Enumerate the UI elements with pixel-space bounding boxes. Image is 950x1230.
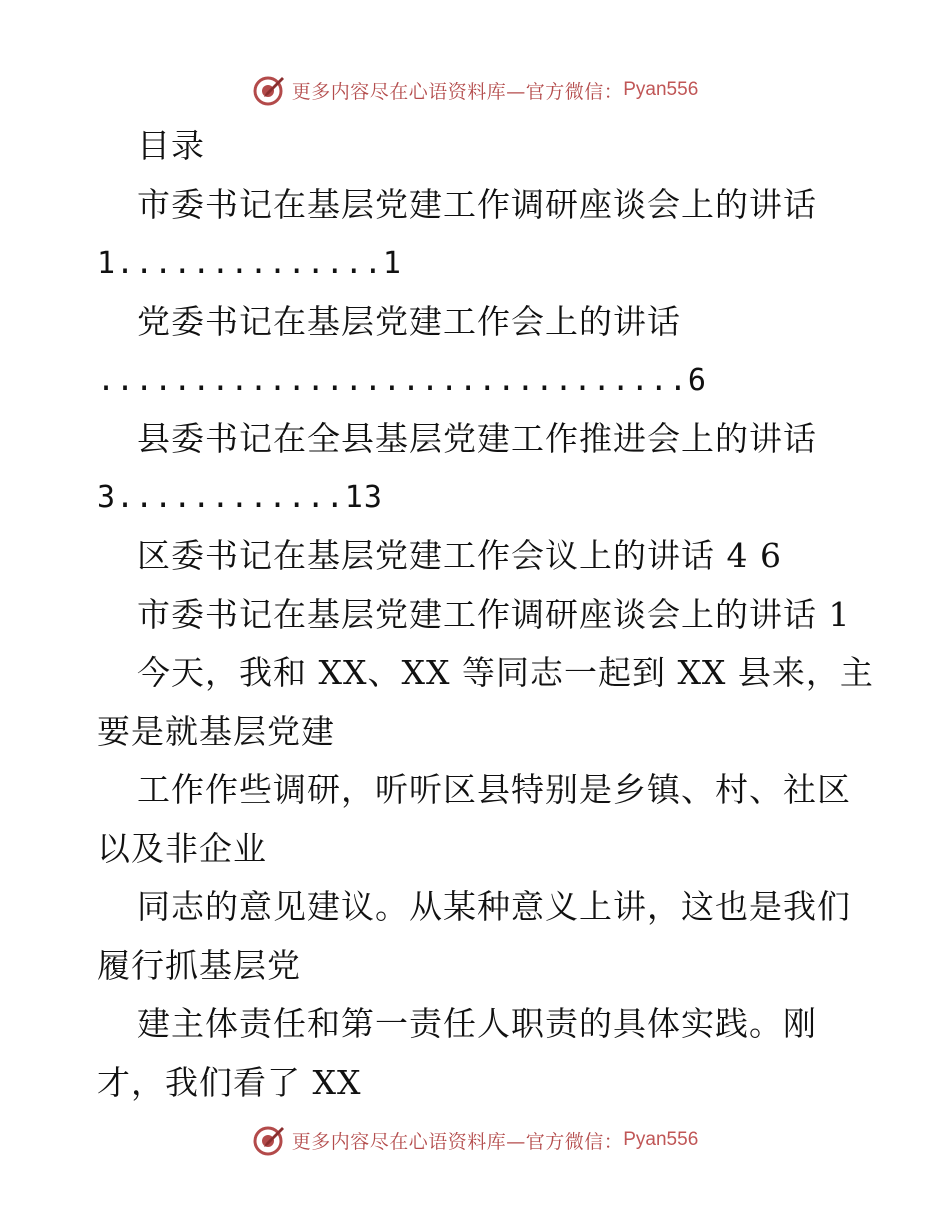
header-banner bbox=[0, 70, 950, 110]
body-paragraph-line: 要是就基层党建 bbox=[97, 712, 335, 751]
toc-entry-title: 党委书记在基层党建工作会上的讲话 bbox=[137, 302, 681, 341]
body-paragraph-line: 建主体责任和第一责任人职责的具体实践。刚 bbox=[137, 1004, 817, 1043]
body-paragraph-line: 以及非企业 bbox=[97, 829, 267, 868]
pen-logo-icon bbox=[252, 1123, 286, 1157]
body-paragraph-line: 履行抓基层党 bbox=[97, 946, 301, 985]
toc-entry-title: 市委书记在基层党建工作调研座谈会上的讲话 bbox=[137, 185, 817, 224]
toc-heading: 目录 bbox=[137, 126, 205, 165]
toc-entry-leader: ...............................6 bbox=[97, 363, 707, 398]
pen-logo-icon bbox=[252, 73, 286, 107]
footer-banner bbox=[0, 1120, 950, 1160]
footer-banner-text: 更多内容尽在心语资料库—官方微信： bbox=[291, 1130, 624, 1153]
body-paragraph-line: 同志的意见建议。从某种意义上讲，这也是我们 bbox=[137, 887, 851, 926]
header-banner-text: 更多内容尽在心语资料库—官方微信： bbox=[291, 80, 624, 103]
body-paragraph-line: 工作作些调研，听听区县特别是乡镇、村、社区 bbox=[137, 770, 851, 809]
toc-entry-leader: 3............13 bbox=[97, 480, 383, 515]
header-banner-contact: Pyan556 bbox=[623, 79, 699, 100]
section-title: 市委书记在基层党建工作调研座谈会上的讲话 1 bbox=[137, 595, 851, 634]
footer-banner-contact: Pyan556 bbox=[623, 1129, 699, 1150]
body-paragraph-line: 才，我们看了 XX bbox=[97, 1063, 362, 1102]
toc-entry-leader: 1..............1 bbox=[97, 246, 402, 281]
body-paragraph-line: 今天，我和 XX、XX 等同志一起到 XX 县来，主 bbox=[137, 653, 874, 692]
toc-entry-title: 县委书记在全县基层党建工作推进会上的讲话 bbox=[137, 419, 817, 458]
toc-entry-title: 区委书记在基层党建工作会议上的讲话 4 6 bbox=[137, 536, 782, 575]
